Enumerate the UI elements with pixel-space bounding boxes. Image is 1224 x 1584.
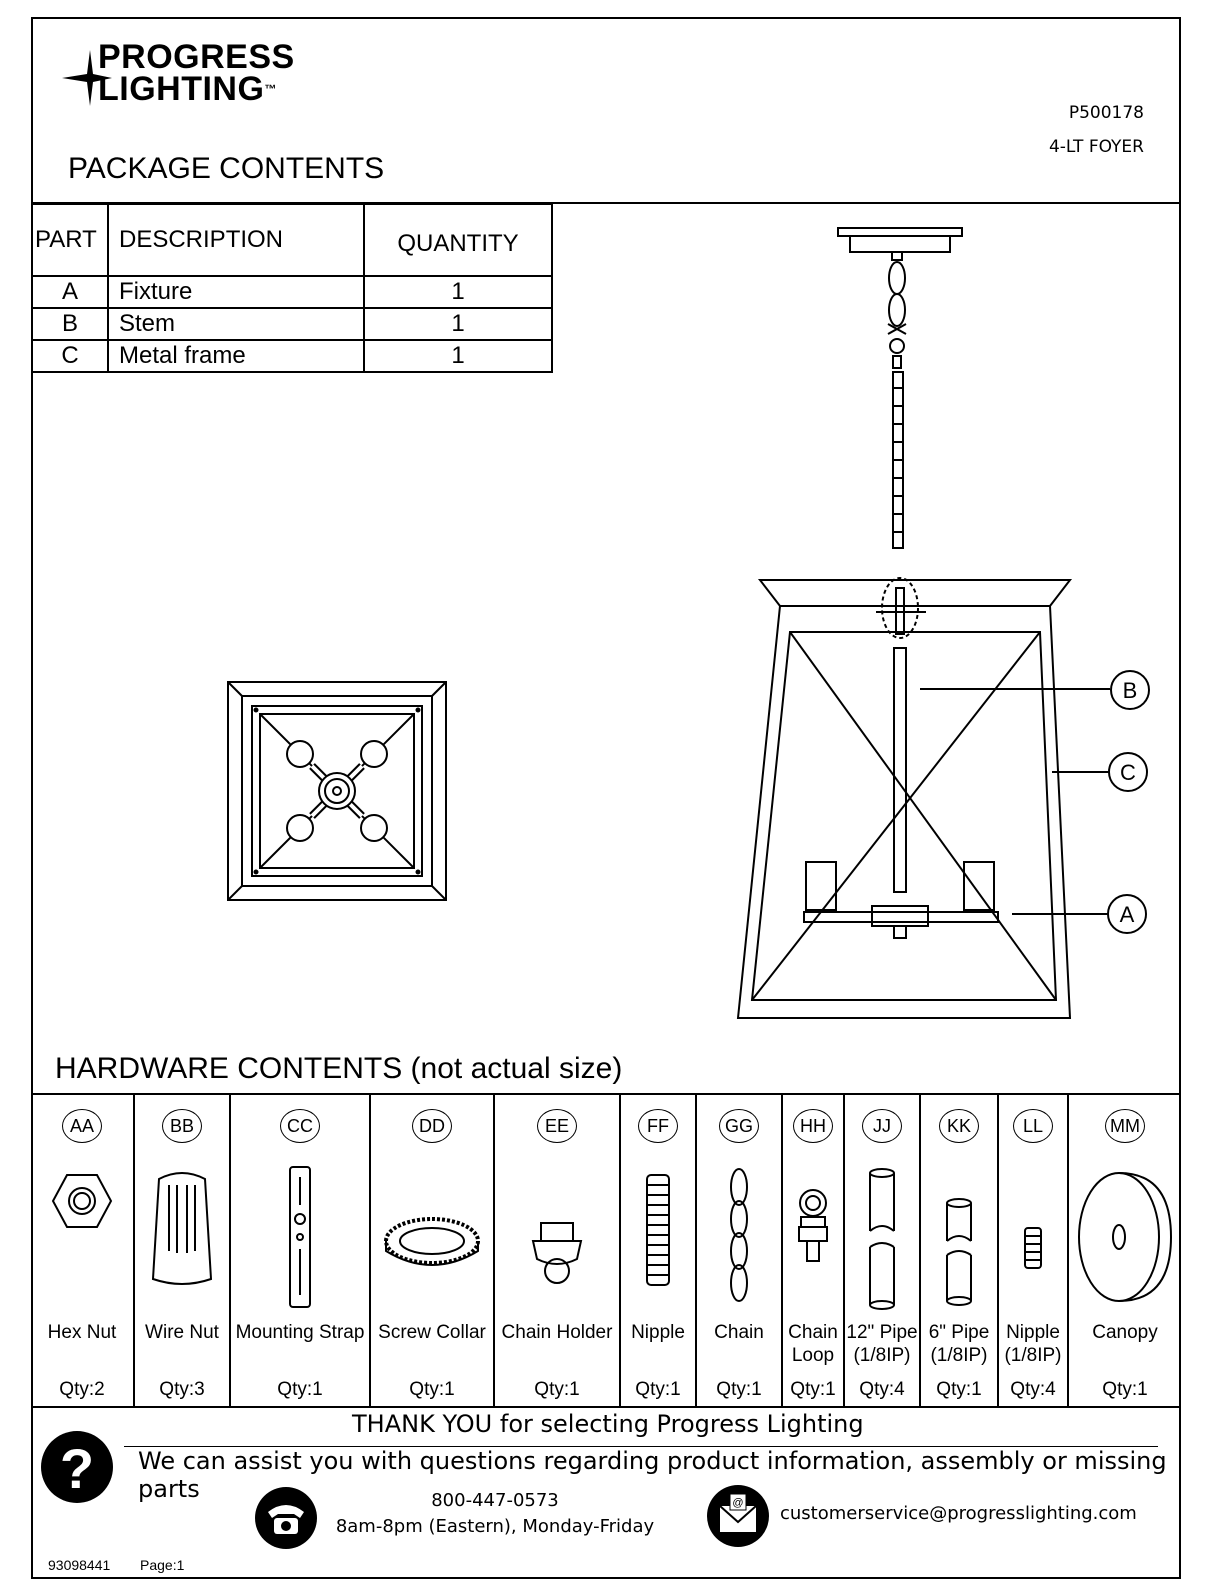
brand-line1: PROGRESS [98, 38, 295, 76]
mounting-strap-icon [280, 1165, 320, 1310]
hardware-name: Screw Collar [378, 1322, 486, 1343]
part-cell: C [32, 340, 108, 372]
col-header-quantity: QUANTITY [364, 204, 552, 276]
pipe-12-icon [865, 1167, 899, 1311]
brand-logo [62, 40, 322, 112]
hardware-item [999, 1095, 1069, 1408]
assist-message: We can assist you with questions regarding product information, assembly or missing parts [138, 1447, 1167, 1503]
hardware-name: Chain [714, 1322, 764, 1343]
hardware-qty: Qty:1 [277, 1379, 323, 1400]
description-cell: Metal frame [108, 340, 364, 372]
callout-b: B [1122, 678, 1138, 703]
hardware-name: 12" Pipe (1/8IP) [846, 1322, 918, 1366]
hardware-code: DD [412, 1109, 452, 1143]
hardware-name: Canopy [1092, 1322, 1158, 1343]
thanks-message: THANK YOU for selecting Progress Lighting [352, 1410, 864, 1438]
pipe-6-icon [942, 1197, 976, 1309]
screw-collar-icon [382, 1215, 482, 1275]
hardware-name: Hex Nut [47, 1322, 117, 1343]
table-row [32, 276, 552, 308]
hardware-row [31, 1093, 1181, 1408]
hardware-qty: Qty:1 [790, 1379, 836, 1400]
wire-nut-icon [147, 1161, 217, 1291]
hardware-qty: Qty:3 [159, 1379, 205, 1400]
part-cell: B [32, 308, 108, 340]
hardware-qty: Qty:1 [534, 1379, 580, 1400]
hardware-name: Chain Loop [788, 1322, 838, 1366]
hardware-qty: Qty:4 [1010, 1379, 1056, 1400]
quantity-cell: 1 [364, 308, 552, 340]
parts-table [31, 203, 553, 373]
nipple-small-icon [1022, 1225, 1044, 1271]
part-cell: A [32, 276, 108, 308]
hardware-item [621, 1095, 697, 1408]
phone-hours: 8am-8pm (Eastern), Monday-Friday [335, 1516, 655, 1537]
hardware-name: Nipple [631, 1322, 685, 1343]
hardware-code: MM [1105, 1109, 1145, 1143]
page-number: Page:1 [140, 1557, 185, 1573]
hardware-code: KK [939, 1109, 979, 1143]
hardware-item [921, 1095, 999, 1408]
svg-text:?: ? [59, 1437, 95, 1500]
side-view-drawing [730, 222, 1170, 1032]
hardware-code: BB [162, 1109, 202, 1143]
phone-icon [254, 1486, 318, 1550]
hardware-title: HARDWARE CONTENTS (not actual size) [55, 1052, 623, 1085]
hardware-code: JJ [862, 1109, 902, 1143]
hardware-qty: Qty:1 [635, 1379, 681, 1400]
model-name: 4-LT FOYER [1048, 137, 1144, 157]
hardware-code: LL [1013, 1109, 1053, 1143]
hardware-item [231, 1095, 371, 1408]
hardware-item [1069, 1095, 1181, 1408]
table-header-row [32, 204, 552, 276]
nipple-icon [643, 1171, 673, 1289]
hardware-qty: Qty:1 [409, 1379, 455, 1400]
top-view-drawing [226, 680, 448, 902]
email-icon [706, 1484, 770, 1548]
description-cell: Fixture [108, 276, 364, 308]
callout-c: C [1120, 760, 1136, 785]
chain-icon [724, 1165, 754, 1307]
hardware-item [31, 1095, 135, 1408]
doc-number: 93098441 [48, 1557, 111, 1573]
model-number: P500178 [1068, 103, 1144, 123]
hardware-item [135, 1095, 231, 1408]
hardware-qty: Qty:1 [936, 1379, 982, 1400]
phone-number: 800-447-0573 [431, 1490, 559, 1511]
brand-line2: LIGHTING™ [98, 70, 277, 108]
hardware-name: Nipple (1/8IP) [1004, 1322, 1062, 1366]
table-row [32, 308, 552, 340]
hardware-name: 6" Pipe (1/8IP) [928, 1322, 990, 1366]
table-row [32, 340, 552, 372]
question-icon [40, 1430, 114, 1504]
hardware-item [845, 1095, 921, 1408]
package-title: PACKAGE CONTENTS [68, 152, 385, 185]
hardware-code: GG [719, 1109, 759, 1143]
hardware-qty: Qty:1 [716, 1379, 762, 1400]
svg-text:@: @ [732, 1497, 744, 1509]
hardware-item [697, 1095, 783, 1408]
chain-loop-icon [793, 1187, 833, 1267]
hardware-qty: Qty:1 [1102, 1379, 1148, 1400]
hardware-qty: Qty:4 [859, 1379, 905, 1400]
hardware-name: Wire Nut [145, 1322, 219, 1343]
callout-a: A [1119, 902, 1135, 927]
hardware-code: EE [537, 1109, 577, 1143]
chain-holder-icon [527, 1219, 587, 1289]
hardware-code: FF [638, 1109, 678, 1143]
hardware-code: HH [793, 1109, 833, 1143]
hardware-code: AA [62, 1109, 102, 1143]
hardware-item [783, 1095, 845, 1408]
canopy-icon [1075, 1167, 1175, 1307]
hex-nut-icon [47, 1161, 117, 1241]
quantity-cell: 1 [364, 340, 552, 372]
hardware-name: Mounting Strap [235, 1322, 365, 1343]
col-header-part: PART [32, 204, 108, 276]
hardware-item [495, 1095, 621, 1408]
support-email: customerservice@progresslighting.com [780, 1503, 1137, 1524]
quantity-cell: 1 [364, 276, 552, 308]
col-header-description: DESCRIPTION [108, 204, 364, 276]
hardware-code: CC [280, 1109, 320, 1143]
hardware-name: Chain Holder [501, 1322, 613, 1343]
description-cell: Stem [108, 308, 364, 340]
hardware-qty: Qty:2 [59, 1379, 105, 1400]
hardware-item [371, 1095, 495, 1408]
